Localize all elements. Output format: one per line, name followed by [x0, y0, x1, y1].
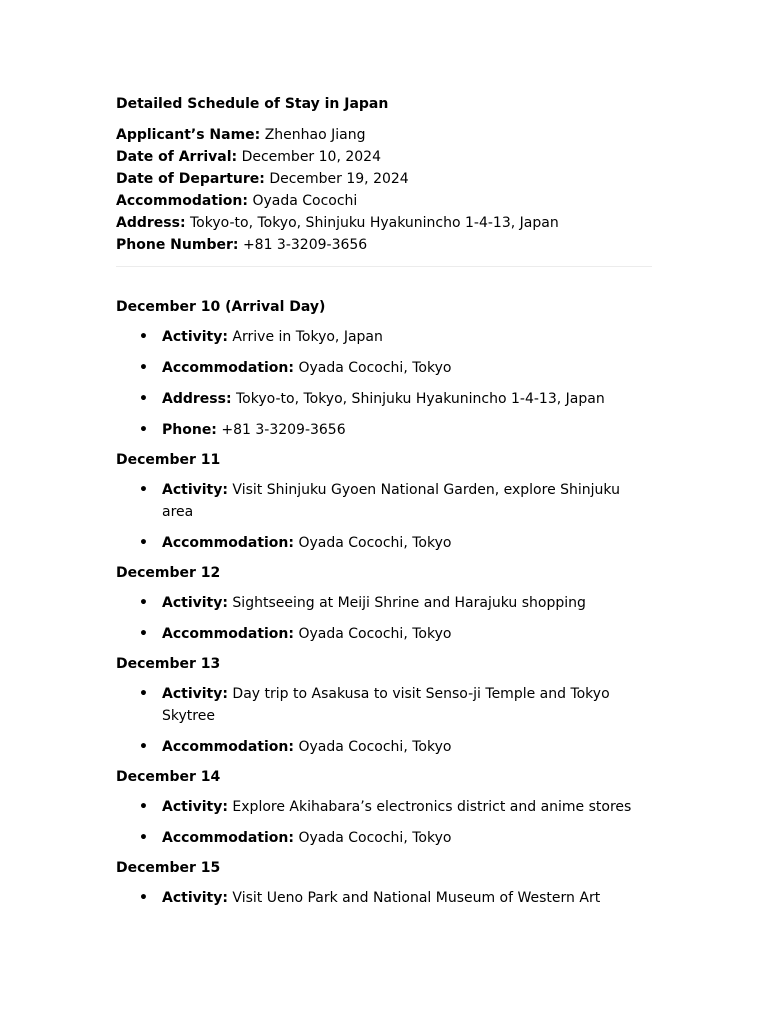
info-line-name	[116, 124, 652, 146]
item-label: Accommodation:	[162, 626, 294, 642]
bullet-icon: •	[139, 626, 148, 642]
info-value: December 19, 2024	[269, 171, 409, 187]
item-label: Accommodation:	[162, 360, 294, 376]
info-value: Zhenhao Jiang	[264, 127, 366, 143]
item-label: Activity:	[162, 686, 228, 702]
item-value: Oyada Cocochi, Tokyo	[298, 626, 452, 642]
item-label: Address:	[162, 391, 232, 407]
item-label: Activity:	[162, 482, 228, 498]
day-heading: December 13	[116, 656, 221, 672]
item-value: Oyada Cocochi, Tokyo	[298, 739, 452, 755]
item-value: Oyada Cocochi, Tokyo	[298, 535, 452, 551]
bullet-icon: •	[139, 890, 148, 906]
bullet-icon: •	[139, 482, 148, 498]
info-line-address	[116, 212, 652, 234]
day-item-list	[116, 326, 652, 441]
day-item-list	[116, 592, 652, 645]
info-label: Date of Departure:	[116, 171, 265, 187]
day-heading: December 10 (Arrival Day)	[116, 299, 326, 315]
info-value: Oyada Cocochi	[252, 193, 358, 209]
item-label: Activity:	[162, 595, 228, 611]
list-item	[116, 479, 652, 523]
bullet-icon: •	[139, 830, 148, 846]
item-value: Tokyo-to, Tokyo, Shinjuku Hyakunincho 1-4-13, Japan	[236, 391, 605, 407]
day-heading: December 14	[116, 769, 221, 785]
bullet-icon: •	[139, 686, 148, 702]
day-heading: December 11	[116, 452, 221, 468]
list-item	[116, 796, 652, 818]
item-value: Arrive in Tokyo, Japan	[232, 329, 383, 345]
info-line-departure	[116, 168, 652, 190]
info-value: +81 3-3209-3656	[242, 237, 368, 253]
list-item	[116, 623, 652, 645]
info-label: Date of Arrival:	[116, 149, 238, 165]
item-value: Sightseeing at Meiji Shrine and Harajuku shopping	[232, 595, 586, 611]
info-label: Accommodation:	[116, 193, 248, 209]
list-item	[116, 592, 652, 614]
info-label: Address:	[116, 215, 186, 231]
list-item	[116, 357, 652, 379]
list-item	[116, 887, 652, 909]
item-label: Accommodation:	[162, 739, 294, 755]
bullet-icon: •	[139, 739, 148, 755]
bullet-icon: •	[139, 799, 148, 815]
bullet-icon: •	[139, 329, 148, 345]
bullet-icon: •	[139, 535, 148, 551]
document-title: Detailed Schedule of Stay in Japan	[116, 96, 389, 112]
item-value: +81 3-3209-3656	[221, 422, 346, 438]
list-item	[116, 736, 652, 758]
day-item-list	[116, 479, 652, 554]
list-item	[116, 388, 652, 410]
item-label: Activity:	[162, 329, 228, 345]
info-label: Applicant’s Name:	[116, 127, 261, 143]
list-item	[116, 419, 652, 441]
item-value: Oyada Cocochi, Tokyo	[298, 360, 452, 376]
item-value: Visit Ueno Park and National Museum of Western Art	[232, 890, 601, 906]
bullet-icon: •	[139, 422, 148, 438]
day-item-list	[116, 887, 652, 909]
info-line-arrival	[116, 146, 652, 168]
info-line-phone	[116, 234, 652, 256]
bullet-icon: •	[139, 595, 148, 611]
item-value: Visit Shinjuku Gyoen National Garden, explore Shinjuku area	[162, 482, 620, 520]
bullet-icon: •	[139, 391, 148, 407]
item-label: Accommodation:	[162, 535, 294, 551]
item-value: Day trip to Asakusa to visit Senso-ji Temple and Tokyo Skytree	[162, 686, 610, 724]
list-item	[116, 827, 652, 849]
list-item	[116, 326, 652, 348]
list-item	[116, 532, 652, 554]
day-item-list	[116, 683, 652, 758]
item-label: Accommodation:	[162, 830, 294, 846]
item-value: Explore Akihabara’s electronics district and anime stores	[232, 799, 632, 815]
bullet-icon: •	[139, 360, 148, 376]
applicant-info	[116, 124, 652, 256]
info-label: Phone Number:	[116, 237, 239, 253]
info-line-accommodation	[116, 190, 652, 212]
item-label: Activity:	[162, 799, 228, 815]
item-label: Activity:	[162, 890, 228, 906]
section-divider	[116, 266, 652, 267]
list-item	[116, 683, 652, 727]
info-value: Tokyo-to, Tokyo, Shinjuku Hyakunincho 1-4-13, Japan	[190, 215, 559, 231]
document-content	[116, 94, 652, 918]
day-heading: December 12	[116, 565, 221, 581]
item-value: Oyada Cocochi, Tokyo	[298, 830, 452, 846]
info-value: December 10, 2024	[241, 149, 381, 165]
item-label: Phone:	[162, 422, 217, 438]
day-item-list	[116, 796, 652, 849]
day-heading: December 15	[116, 860, 221, 876]
